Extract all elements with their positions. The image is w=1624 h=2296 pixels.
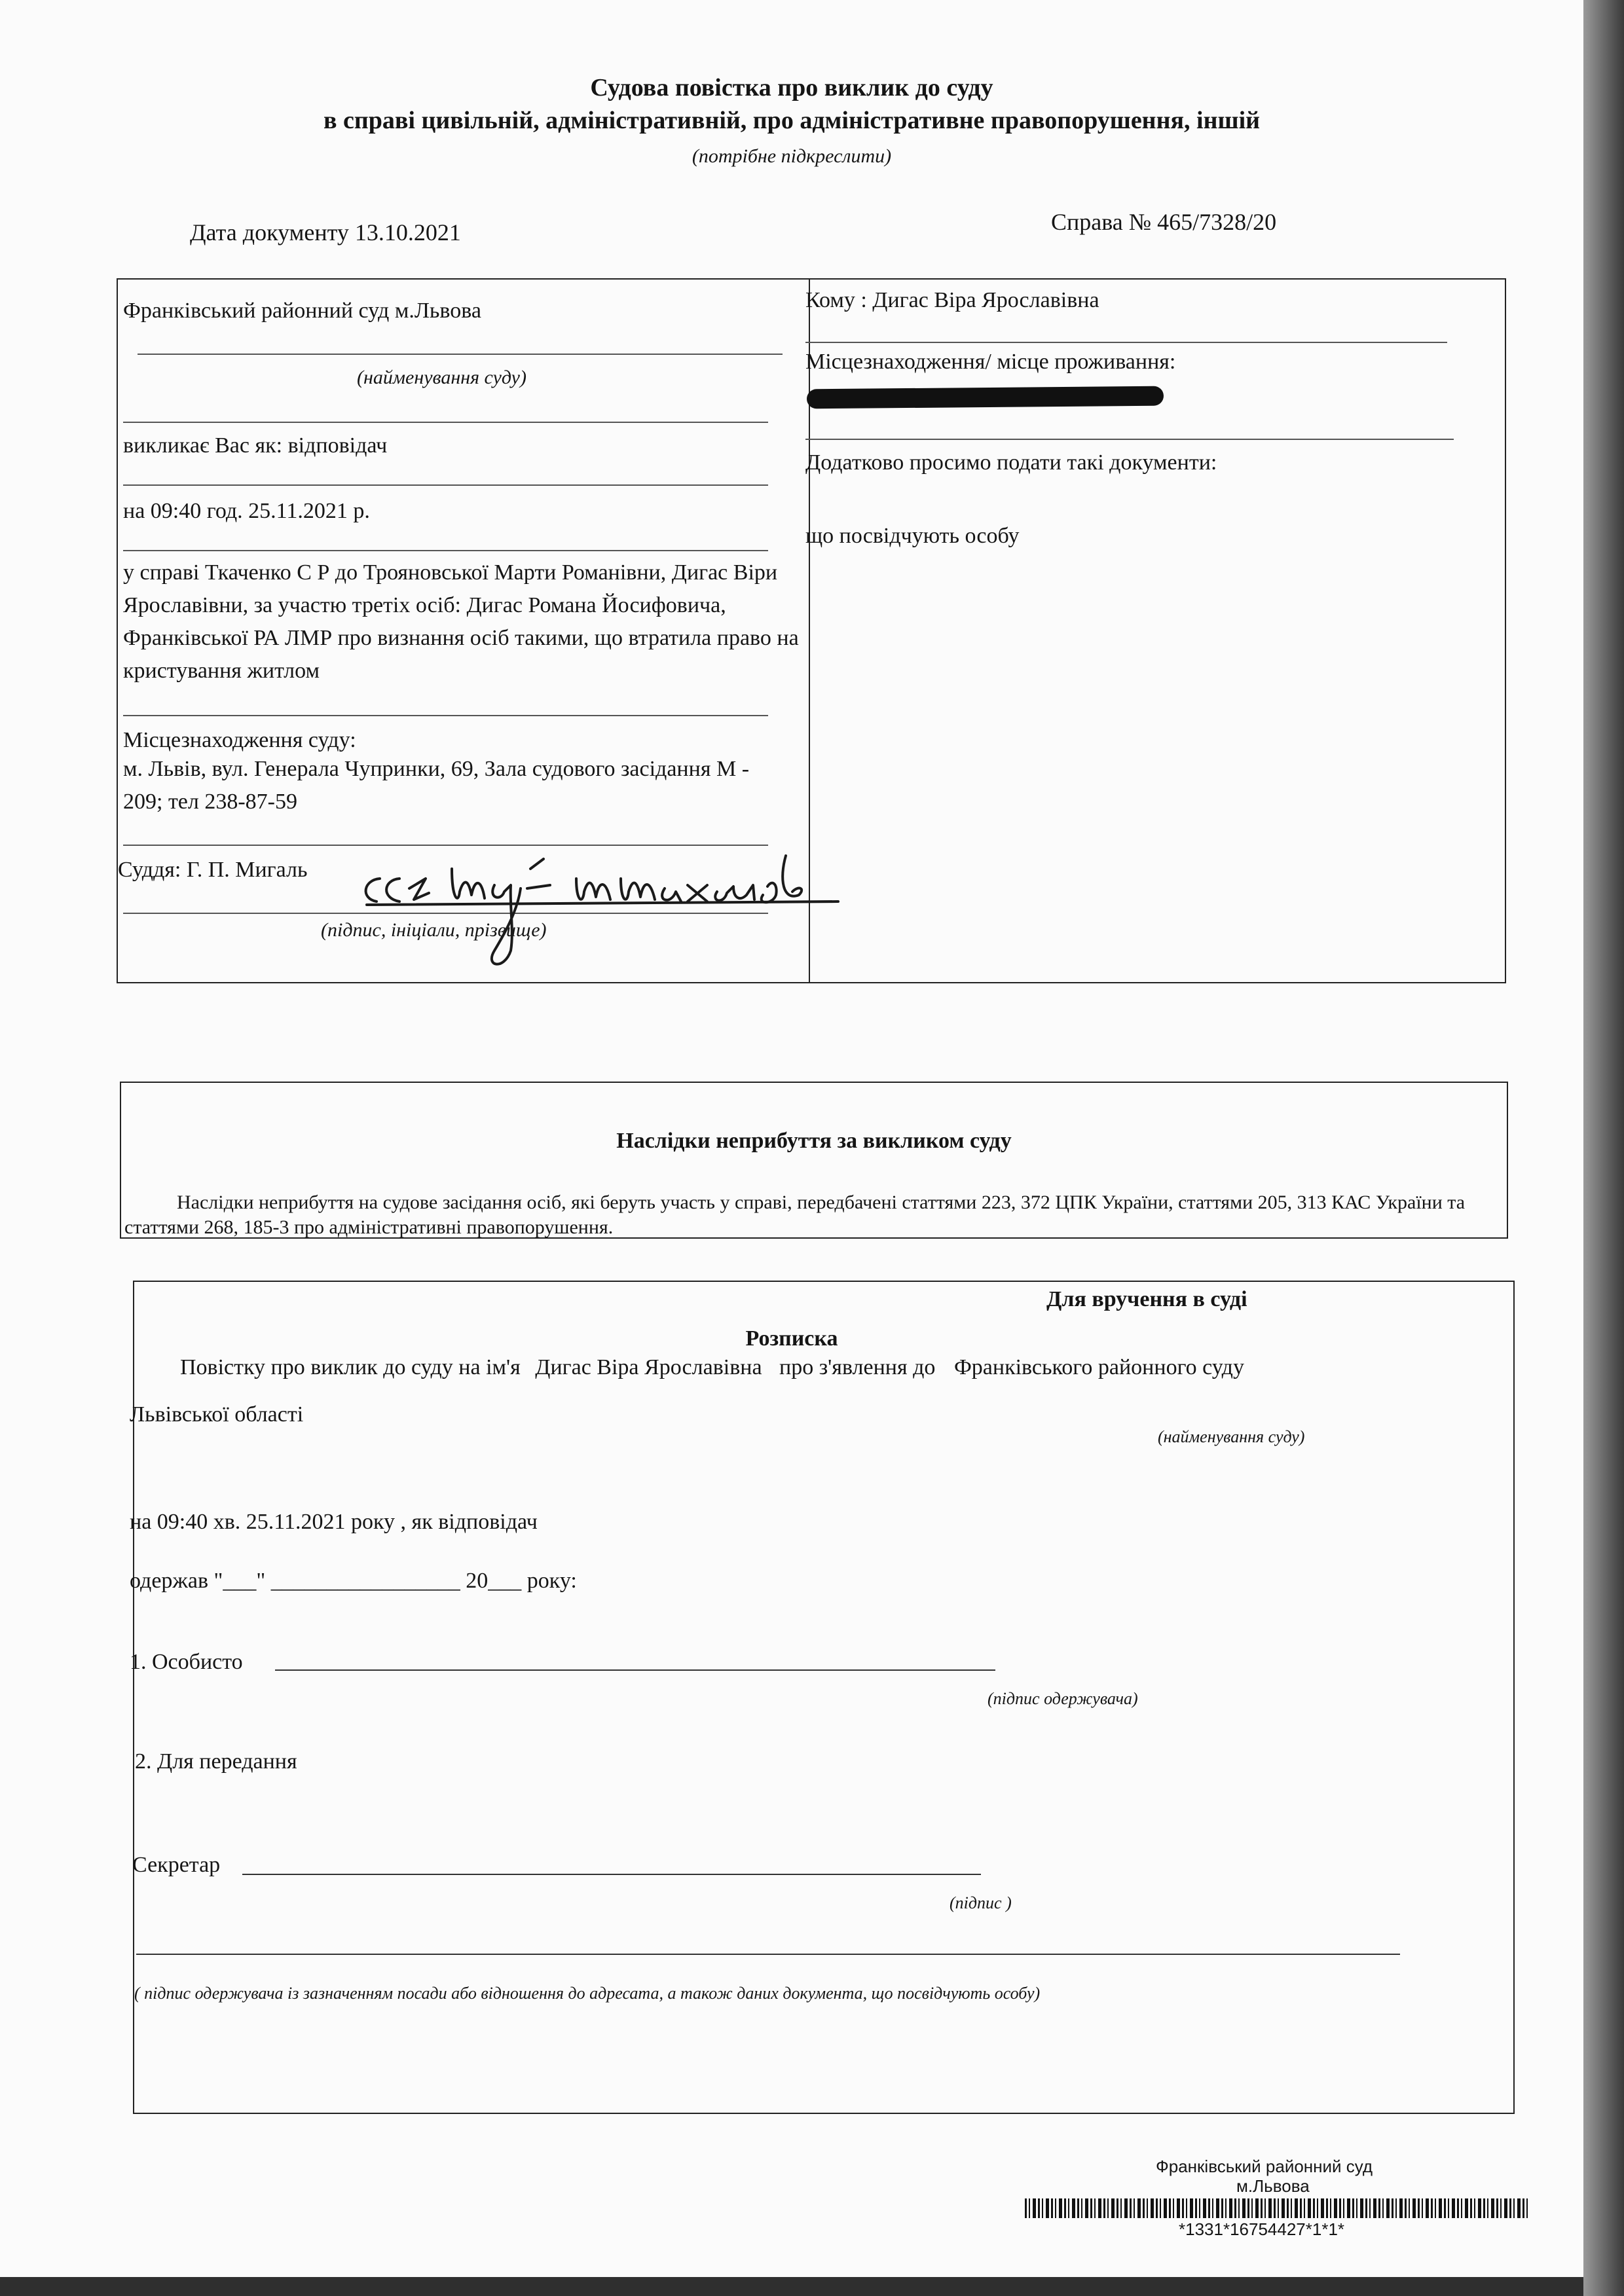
received-line: одержав "___" _________________ 20___ року: [130, 1569, 577, 1593]
receipt-title: Розписка [745, 1326, 838, 1351]
barcode [1025, 2198, 1528, 2218]
rule [123, 484, 768, 486]
receipt-time-line: на 09:40 хв. 25.11.2021 року , як відповідач [130, 1510, 538, 1534]
rule [136, 1954, 1400, 1955]
consequences-title: Наслідки неприбуття за викликом суду [616, 1129, 1012, 1153]
receipt-line-1 [180, 1355, 1244, 1380]
rule [805, 439, 1454, 440]
recipient-sign-caption: (підпис одержувача) [987, 1689, 1138, 1708]
court-caption: (найменування суду) [357, 367, 526, 388]
hearing-time: на 09:40 год. 25.11.2021 р. [123, 499, 370, 523]
footer-court-line-1: Франківський районний суд [1156, 2157, 1373, 2176]
case-description: у справі Ткаченко С Р до Трояновської Марти Романівни, Дигас Віри Ярославівни, за участю третіх осіб: Дигас Романа Йосифовича, Франківської РА ЛМР про визнання осіб такими, що втратила право на кристування житлом [123, 560, 799, 683]
rule [805, 342, 1447, 343]
case-number: Справа № 465/7328/20 [1051, 209, 1277, 235]
extra-documents-label: Додатково просимо подати такі документи: [805, 450, 1217, 475]
receipt-court-caption: (найменування суду) [1158, 1427, 1305, 1446]
receipt-mid: про з'явлення до [779, 1355, 936, 1379]
rule [123, 550, 768, 551]
secretary-label: Секретар [132, 1853, 221, 1877]
rule [123, 422, 768, 423]
secretary-line [242, 1874, 981, 1875]
handwritten-signature [354, 839, 851, 977]
title-line-1: Судова повістка про виклик до суду [590, 74, 993, 101]
receipt-court: Франківського районного суду [953, 1355, 1244, 1379]
receipt-prefix: Повістку про виклик до суду на ім'я [180, 1355, 521, 1379]
judge-name: Суддя: Г. П. Мигаль [118, 858, 308, 882]
title-note: (потрібне підкреслити) [692, 145, 892, 167]
signature-caption: (підпис, ініціали, прізвище) [321, 919, 547, 941]
court-name: Франківський районний суд м.Львова [123, 299, 481, 323]
signature-line [275, 1669, 995, 1671]
scan-edge [1583, 0, 1624, 2296]
barcode-text: *1331*16754427*1*1* [1179, 2219, 1345, 2239]
receipt-bottom-caption: ( підпис одержувача із зазначенням посади або відношення до адресата, а також даних документа, що посвідчують особу) [134, 1984, 1041, 2003]
receipt-recipient-name: Дигас Віра Ярославівна [535, 1355, 762, 1379]
personally-label: 1. Особисто [130, 1650, 243, 1674]
receipt-line-2: Львівської області [130, 1402, 304, 1427]
rule [123, 715, 768, 716]
transfer-label: 2. Для передання [135, 1749, 297, 1774]
consequences-text: Наслідки неприбуття на судове засідання осіб, які беруть участь у справі, передбачені статтями 223, 372 ЦПК України, статтями 205, 313 КАС України та статтями 268, 185-3 про адміністративні правопорушення. [124, 1192, 1466, 1238]
recipient-name: Кому : Дигас Віра Ярославівна [805, 288, 1099, 312]
summons-role: викликає Вас як: відповідач [123, 433, 388, 458]
footer-court-line-2: м.Львова [1236, 2176, 1310, 2196]
extra-documents: що посвідчують особу [805, 524, 1020, 548]
title-line-2: в справі цивільній, адміністративній, про адміністративне правопорушення, іншій [323, 107, 1261, 134]
recipient-address-label: Місцезнаходження/ місце проживання: [805, 350, 1176, 374]
court-location-label: Місцезнаходження суду: [123, 728, 356, 752]
court-location: м. Львів, вул. Генерала Чупринки, 69, Зала судового засідання М - 209; тел 238-87-59 [123, 757, 750, 814]
document-date: Дата документу 13.10.2021 [190, 219, 461, 246]
redacted-address [807, 386, 1164, 409]
receipt-corner-label: Для вручення в суді [1046, 1287, 1247, 1311]
secretary-sign-caption: (підпис ) [950, 1893, 1012, 1912]
rule [138, 354, 783, 355]
